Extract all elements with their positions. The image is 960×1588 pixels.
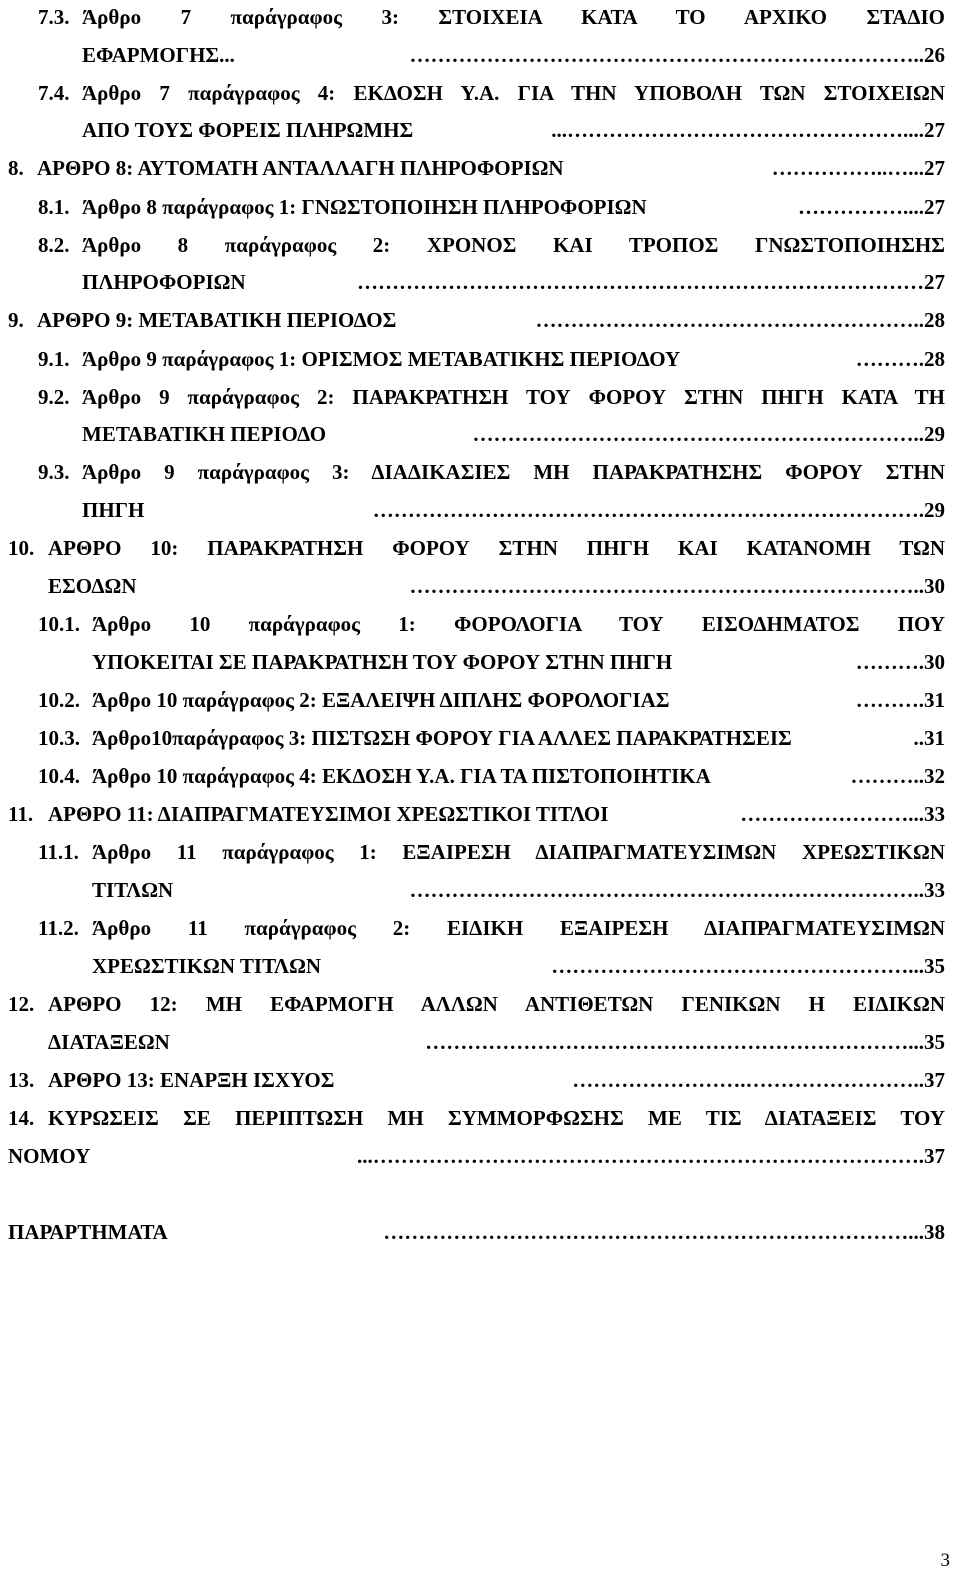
- toc-page-number: 37: [924, 1144, 945, 1168]
- toc-entry-number: 14.: [8, 1106, 35, 1130]
- toc-leader-dots: ………………………………………………………………………: [357, 270, 924, 294]
- toc-entry-number: 12.: [8, 992, 35, 1016]
- toc-leader-dots: ………………………………………………………………..: [409, 574, 924, 598]
- toc-entry-title-continued: ΕΦΑΡΜΟΓΗΣ...: [82, 43, 235, 67]
- toc-leader-dots: ………………………………………………..: [535, 308, 924, 332]
- toc-entry-title: Άρθρο 11 παράγραφος 2: ΕΙΔΙΚΗ ΕΞΑΙΡΕΣΗ ΔΙΑΠΡΑΓΜΑΤΕΥΣΙΜΩΝ: [92, 916, 945, 940]
- toc-page-number: 29: [924, 422, 945, 446]
- toc-page-number: 30: [924, 574, 945, 598]
- toc-entry-title-continued: ΔΙΑΤΑΞΕΩΝ: [48, 1030, 170, 1054]
- toc-page-number: 29: [924, 498, 945, 522]
- toc-page-number: 31: [924, 726, 945, 750]
- toc-entry-number: 11.: [8, 802, 34, 826]
- toc-entry-title-continued: ΕΣΟΔΩΝ: [48, 574, 137, 598]
- toc-entry-number: 8.1.: [38, 195, 70, 219]
- toc-leader-dots: …………………………………………………………………...: [383, 1220, 924, 1244]
- toc-leader-dots: ……………………………………………...: [551, 954, 924, 978]
- toc-entry-number: 11.2.: [38, 916, 79, 940]
- toc-entry-title: Άρθρο 11 παράγραφος 1: ΕΞΑΙΡΕΣΗ ΔΙΑΠΡΑΓΜΑΤΕΥΣΙΜΩΝ ΧΡΕΩΣΤΙΚΩΝ: [92, 840, 945, 864]
- toc-entry-number: 9.: [8, 308, 24, 332]
- toc-entry-number: 9.1.: [38, 347, 70, 371]
- toc-leader-dots: ……………....: [798, 195, 924, 219]
- toc-entry-title-continued: ΑΠΟ ΤΟΥΣ ΦΟΡΕΙΣ ΠΛΗΡΩΜΗΣ: [82, 118, 414, 142]
- toc-leader-dots: ..: [913, 726, 924, 750]
- toc-entry-title-continued: ΜΕΤΑΒΑΤΙΚΗ ΠΕΡΙΟΔΟ: [82, 422, 327, 446]
- toc-entry-number: 10.3.: [38, 726, 80, 750]
- toc-leader-dots: ……….: [855, 347, 924, 371]
- toc-entry-title: Άρθρο 10 παράγραφος 4: ΕΚΔΟΣΗ Υ.Α. ΓΙΑ ΤΑ ΠΙΣΤΟΠΟΙΗΤΙΚΑ: [92, 764, 711, 788]
- toc-leader-dots: ……………………...: [740, 802, 924, 826]
- toc-page-number: 35: [924, 954, 945, 978]
- page-number: 3: [940, 1550, 950, 1571]
- toc-entry-title: Άρθρο 9 παράγραφος 2: ΠΑΡΑΚΡΑΤΗΣΗ ΤΟΥ ΦΟΡΟΥ ΣΤΗΝ ΠΗΓΗ ΚΑΤΑ ΤΗ: [82, 385, 945, 409]
- toc-entry-title: Άρθρο 10 παράγραφος 2: ΕΞΑΛΕΙΨΗ ΔΙΠΛΗΣ ΦΟΡΟΛΟΓΙΑΣ: [92, 688, 670, 712]
- toc-leader-dots: ………………………………………………………..: [472, 422, 924, 446]
- toc-entry-title: Άρθρο 8 παράγραφος 2: ΧΡΟΝΟΣ ΚΑΙ ΤΡΟΠΟΣ ΓΝΩΣΤΟΠΟΙΗΣΗΣ: [82, 233, 945, 257]
- toc-page-number: 33: [924, 802, 945, 826]
- toc-entry-title: ΚΥΡΩΣΕΙΣ ΣΕ ΠΕΡΙΠΤΩΣΗ ΜΗ ΣΥΜΜΟΡΦΩΣΗΣ ΜΕ ΤΙΣ ΔΙΑΤΑΞΕΙΣ ΤΟΥ: [48, 1106, 945, 1130]
- toc-entry-title-continued: ΤΙΤΛΩΝ: [92, 878, 174, 902]
- toc-entry-title: Άρθρο 10 παράγραφος 1: ΦΟΡΟΛΟΓΙΑ ΤΟΥ ΕΙΣΟΔΗΜΑΤΟΣ ΠΟΥ: [92, 612, 945, 636]
- toc-entry-number: 11.1.: [38, 840, 79, 864]
- toc-entry-number: 7.4.: [38, 81, 70, 105]
- toc-page-number: 28: [924, 347, 945, 371]
- toc-entry-number: 9.2.: [38, 385, 70, 409]
- toc-page-number: 26: [924, 43, 945, 67]
- toc-leader-dots: ………………………………………………………………..: [409, 43, 924, 67]
- toc-entry-title: ΠΑΡΑΡΤΗΜΑΤΑ: [8, 1220, 168, 1244]
- toc-entry-number: 8.2.: [38, 233, 70, 257]
- toc-entry-title-continued: ΝΟΜΟΥ: [8, 1144, 91, 1168]
- toc-page-number: 31: [924, 688, 945, 712]
- toc-leader-dots: ……………..…...: [771, 156, 924, 180]
- toc-leader-dots: …………………….……………………..: [572, 1068, 924, 1092]
- toc-entry-number: 7.3.: [38, 5, 70, 29]
- toc-entry-title: ΑΡΘΡΟ 13: ΕΝΑΡΞΗ ΙΣΧΥΟΣ: [48, 1068, 335, 1092]
- toc-entry-title: ΑΡΘΡΟ 8: ΑΥΤΟΜΑΤΗ ΑΝΤΑΛΛΑΓΗ ΠΛΗΡΟΦΟΡΙΩΝ: [37, 156, 564, 180]
- toc-leader-dots: ……….: [855, 688, 924, 712]
- toc-page-number: 32: [924, 764, 945, 788]
- toc-page-number: 27: [924, 118, 945, 142]
- toc-entry-title: ΑΡΘΡΟ 9: ΜΕΤΑΒΑΤΙΚΗ ΠΕΡΙΟΔΟΣ: [37, 308, 397, 332]
- toc-entry-title-continued: ΠΗΓΗ: [82, 498, 145, 522]
- toc-entry-number: 13.: [8, 1068, 35, 1092]
- toc-page-number: 27: [924, 195, 945, 219]
- toc-entry-number: 10.1.: [38, 612, 80, 636]
- toc-entry-title: Άρθρο 9 παράγραφος 1: ΟΡΙΣΜΟΣ ΜΕΤΑΒΑΤΙΚΗΣ ΠΕΡΙΟΔΟΥ: [82, 347, 681, 371]
- toc-entry-number: 10.4.: [38, 764, 80, 788]
- toc-entry-title: ΑΡΘΡΟ 12: ΜΗ ΕΦΑΡΜΟΓΗ ΑΛΛΩΝ ΑΝΤΙΘΕΤΩΝ ΓΕΝΙΚΩΝ Η ΕΙΔΙΚΩΝ: [48, 992, 945, 1016]
- toc-entry-title-continued: ΠΛΗΡΟΦΟΡΙΩΝ: [82, 270, 246, 294]
- toc-entry-title-continued: ΧΡΕΩΣΤΙΚΩΝ ΤΙΤΛΩΝ: [92, 954, 322, 978]
- toc-entry-title: ΑΡΘΡΟ 11: ΔΙΑΠΡΑΓΜΑΤΕΥΣΙΜΟΙ ΧΡΕΩΣΤΙΚΟΙ ΤΙΤΛΟΙ: [48, 802, 609, 826]
- toc-leader-dots: ………..: [850, 764, 924, 788]
- toc-entry-number: 8.: [8, 156, 24, 180]
- toc-entry-title: Άρθρο 7 παράγραφος 4: ΕΚΔΟΣΗ Υ.Α. ΓΙΑ ΤΗΝ ΥΠΟΒΟΛΗ ΤΩΝ ΣΤΟΙΧΕΙΩΝ: [82, 81, 945, 105]
- toc-entry-title: Άρθρο 9 παράγραφος 3: ΔΙΑΔΙΚΑΣΙΕΣ ΜΗ ΠΑΡΑΚΡΑΤΗΣΗΣ ΦΟΡΟΥ ΣΤΗΝ: [82, 460, 945, 484]
- toc-entry-number: 10.: [8, 536, 35, 560]
- toc-page-number: 37: [924, 1068, 945, 1092]
- toc-entry-number: 10.2.: [38, 688, 80, 712]
- toc-leader-dots: ……………………………………………………………...: [425, 1030, 924, 1054]
- toc-page-number: 35: [924, 1030, 945, 1054]
- toc-page-number: 27: [924, 270, 945, 294]
- toc-page-number: 27: [924, 156, 945, 180]
- toc-page-number: 30: [924, 650, 945, 674]
- toc-leader-dots: ……….: [855, 650, 924, 674]
- toc-entry-title: Άρθρο10παράγραφος 3: ΠΙΣΤΩΣΗ ΦΟΡΟΥ ΓΙΑ ΑΛΛΕΣ ΠΑΡΑΚΡΑΤΗΣΕΙΣ: [92, 726, 792, 750]
- toc-page-number: 28: [924, 308, 945, 332]
- toc-entry-number: 9.3.: [38, 460, 70, 484]
- toc-entry-title: Άρθρο 8 παράγραφος 1: ΓΝΩΣΤΟΠΟΙΗΣΗ ΠΛΗΡΟΦΟΡΙΩΝ: [82, 195, 647, 219]
- toc-leader-dots: ………………………………………………………………..: [409, 878, 924, 902]
- toc-page-number: 38: [924, 1220, 945, 1244]
- toc-leader-dots: …………………………………………………………………….: [372, 498, 924, 522]
- toc-entry-title-continued: ΥΠΟΚΕΙΤΑΙ ΣΕ ΠΑΡΑΚΡΑΤΗΣΗ ΤΟΥ ΦΟΡΟΥ ΣΤΗΝ ΠΗΓΗ: [92, 650, 673, 674]
- toc-entry-title: Άρθρο 7 παράγραφος 3: ΣΤΟΙΧΕΙΑ ΚΑΤΑ ΤΟ ΑΡΧΙΚΟ ΣΤΑΔΙΟ: [82, 5, 945, 29]
- toc-page-number: 33: [924, 878, 945, 902]
- toc-leader-dots: ...…………………………………………....: [551, 118, 924, 142]
- toc-entry-title: ΑΡΘΡΟ 10: ΠΑΡΑΚΡΑΤΗΣΗ ΦΟΡΟΥ ΣΤΗΝ ΠΗΓΗ ΚΑΙ ΚΑΤΑΝΟΜΗ ΤΩΝ: [48, 536, 945, 560]
- toc-leader-dots: ...…………………………………………………………………….: [357, 1144, 924, 1168]
